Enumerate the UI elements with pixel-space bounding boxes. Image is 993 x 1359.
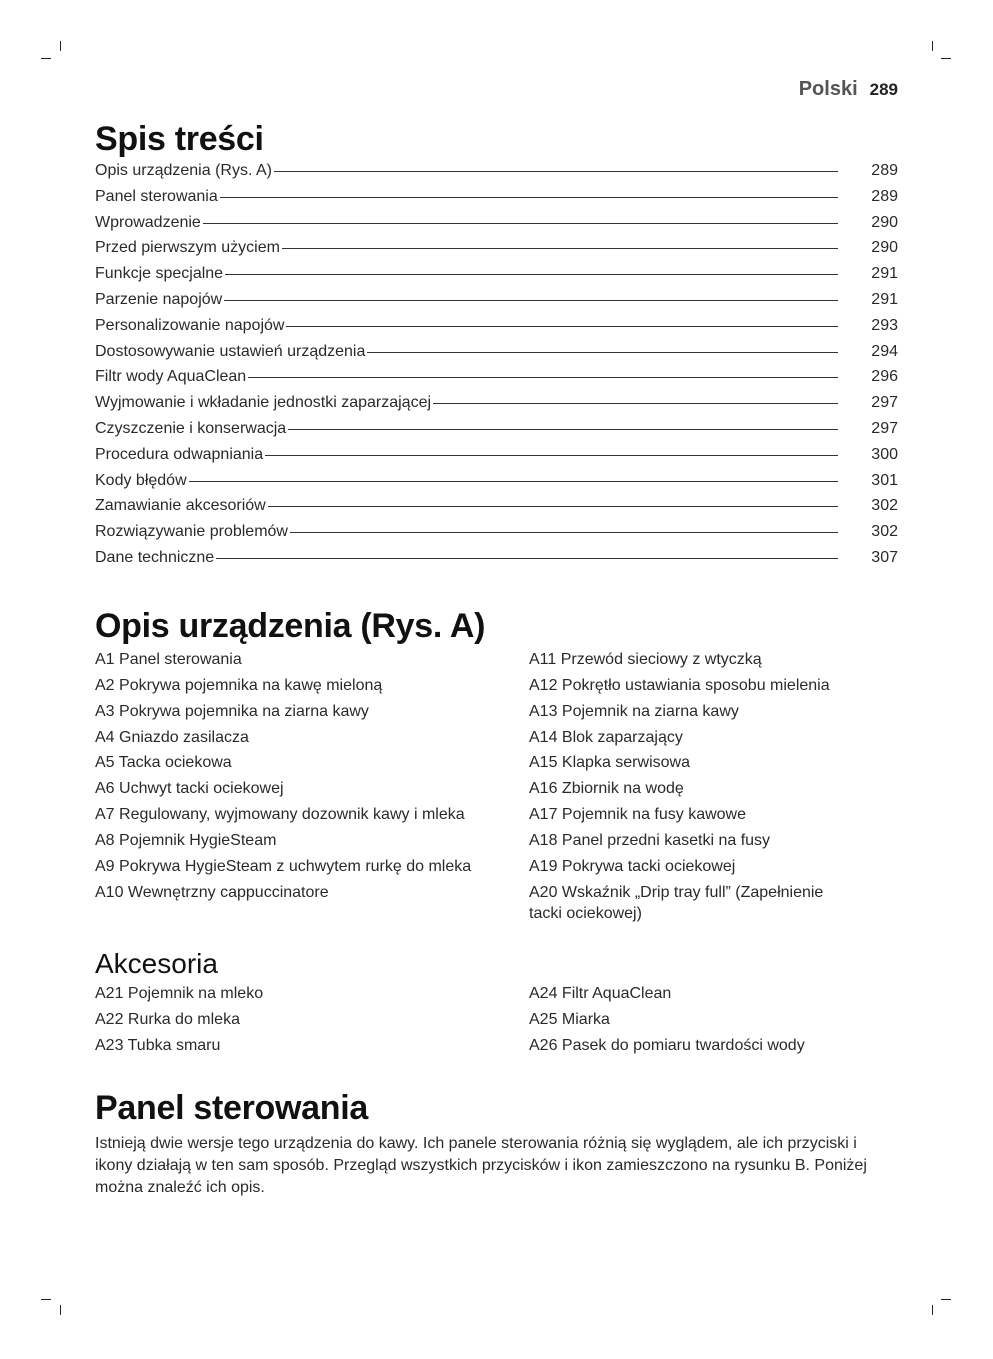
toc-leader xyxy=(248,377,838,378)
toc-entry[interactable] xyxy=(95,239,898,265)
toc-entry-page: 291 xyxy=(871,265,898,283)
accessories-right-column xyxy=(529,981,898,1059)
toc-leader xyxy=(225,274,838,275)
list-item: A25 Miarka xyxy=(529,1011,610,1029)
toc-leader xyxy=(220,197,838,198)
toc-entry[interactable] xyxy=(95,497,898,523)
description-title: Opis urządzenia (Rys. A) xyxy=(95,606,486,645)
toc-entry-label: Panel sterowania xyxy=(95,187,218,205)
crop-mark xyxy=(932,41,933,51)
list-item: A11 Przewód sieciowy z wtyczką xyxy=(529,650,762,668)
toc-entry[interactable] xyxy=(95,214,898,240)
toc-entry-page: 294 xyxy=(871,342,898,360)
crop-mark xyxy=(41,1299,51,1300)
list-item: A15 Klapka serwisowa xyxy=(529,754,690,772)
list-item: A19 Pokrywa tacki ociekowej xyxy=(529,857,736,875)
crop-mark xyxy=(60,41,61,51)
toc-entry[interactable] xyxy=(95,394,898,420)
list-item: A13 Pojemnik na ziarna kawy xyxy=(529,702,739,720)
toc-leader xyxy=(274,171,838,172)
accessories-left-column xyxy=(95,981,529,1059)
list-item: A22 Rurka do mleka xyxy=(95,1011,240,1029)
list-item: A5 Tacka ociekowa xyxy=(95,754,232,772)
list-item: A20 Wskaźnik „Drip tray full” (Zapełnienie tacki ociekowej) xyxy=(529,883,824,923)
toc-entry[interactable] xyxy=(95,291,898,317)
crop-mark xyxy=(60,1305,61,1315)
toc-entry[interactable] xyxy=(95,420,898,446)
list-item: A8 Pojemnik HygieSteam xyxy=(95,832,277,850)
toc-leader xyxy=(224,300,838,301)
list-item: A16 Zbiornik na wodę xyxy=(529,780,684,798)
device-description xyxy=(95,605,898,927)
crop-mark xyxy=(941,1299,951,1300)
list-item: A24 Filtr AquaClean xyxy=(529,985,672,1003)
toc-entry-page: 297 xyxy=(871,419,898,437)
accessories-title: Akcesoria xyxy=(95,948,218,979)
list-item: A12 Pokrętło ustawiania sposobu mielenia xyxy=(529,676,830,694)
toc-entry-label: Funkcje specjalne xyxy=(95,265,224,283)
toc-entry-label: Dane techniczne xyxy=(95,548,215,566)
toc-entry[interactable] xyxy=(95,317,898,343)
toc-entry-page: 296 xyxy=(871,368,898,386)
list-item: A18 Panel przedni kasetki na fusy xyxy=(529,832,771,850)
toc-leader xyxy=(433,403,838,404)
toc-leader xyxy=(189,481,838,482)
toc-entry-label: Czyszczenie i konserwacja xyxy=(95,419,287,437)
toc-leader xyxy=(288,429,838,430)
toc-entry-page: 297 xyxy=(871,394,898,412)
toc-leader xyxy=(216,558,838,559)
toc-entry-page: 300 xyxy=(871,445,898,463)
toc-leader xyxy=(265,455,838,456)
list-item: A2 Pokrywa pojemnika na kawę mieloną xyxy=(95,676,383,694)
page-header xyxy=(799,78,898,101)
toc-entry-label: Procedura odwapniania xyxy=(95,445,264,463)
list-item: A9 Pokrywa HygieSteam z uchwytem rurkę do mleka xyxy=(95,857,472,875)
toc-entry-page: 290 xyxy=(871,239,898,257)
toc-title: Spis treści xyxy=(95,120,264,158)
toc-entry-label: Wprowadzenie xyxy=(95,213,201,231)
toc-leader xyxy=(290,532,838,533)
toc-entry-label: Przed pierwszym użyciem xyxy=(95,239,280,257)
list-item: A14 Blok zaparzający xyxy=(529,728,683,746)
control-panel-section xyxy=(95,1087,898,1199)
toc-entry-label: Filtr wody AquaClean xyxy=(95,368,247,386)
toc-leader xyxy=(367,352,838,353)
toc-entry[interactable] xyxy=(95,549,898,575)
toc-entry-page: 302 xyxy=(871,497,898,515)
language-label: Polski xyxy=(798,78,858,100)
toc-entry[interactable] xyxy=(95,265,898,291)
toc-entry[interactable] xyxy=(95,472,898,498)
control-panel-text: Istnieją dwie wersje tego urządzenia do kawy. Ich panele sterowania różnią się wyglądem, ale ich przyciski i ikony działają w ten sam sposób. Przegląd wszystkich przycisków i ikon zamieszczono na rysunku B. Poniżej można znaleźć ich opis. xyxy=(95,1134,867,1196)
toc-entry[interactable] xyxy=(95,188,898,214)
toc-entry-label: Wyjmowanie i wkładanie jednostki zaparzającej xyxy=(95,394,432,412)
toc-entry-label: Rozwiązywanie problemów xyxy=(95,523,288,541)
toc-entry-page: 289 xyxy=(871,162,898,179)
toc-entry-page: 293 xyxy=(871,316,898,334)
list-item: A4 Gniazdo zasilacza xyxy=(95,728,249,746)
toc-entry-page: 289 xyxy=(871,187,898,205)
toc-leader xyxy=(282,248,838,249)
accessories-section xyxy=(95,947,898,1059)
toc-entry-page: 290 xyxy=(871,213,898,231)
toc-entry-label: Zamawianie akcesoriów xyxy=(95,497,266,515)
toc-entry-page: 301 xyxy=(871,471,898,489)
toc-leader xyxy=(203,223,838,224)
crop-mark xyxy=(941,58,951,59)
toc-list xyxy=(95,162,898,575)
toc-leader xyxy=(268,506,838,507)
toc-entry[interactable] xyxy=(95,446,898,472)
toc-entry[interactable] xyxy=(95,523,898,549)
list-item: A26 Pasek do pomiaru twardości wody xyxy=(529,1036,805,1054)
table-of-contents xyxy=(95,118,898,575)
toc-entry-label: Opis urządzenia (Rys. A) xyxy=(95,162,272,179)
toc-entry-label: Parzenie napojów xyxy=(95,290,223,308)
list-item: A17 Pojemnik na fusy kawowe xyxy=(529,806,746,824)
toc-entry-page: 302 xyxy=(871,523,898,541)
list-item: A6 Uchwyt tacki ociekowej xyxy=(95,780,284,798)
toc-entry-page: 307 xyxy=(871,548,898,566)
toc-leader xyxy=(286,326,838,327)
crop-mark xyxy=(41,58,51,59)
toc-entry[interactable] xyxy=(95,368,898,394)
toc-entry-label: Dostosowywanie ustawień urządzenia xyxy=(95,342,366,360)
toc-entry-label: Kody błędów xyxy=(95,471,187,489)
list-item: A23 Tubka smaru xyxy=(95,1036,221,1054)
crop-mark xyxy=(932,1305,933,1315)
list-item: A21 Pojemnik na mleko xyxy=(95,985,264,1003)
toc-entry-label: Personalizowanie napojów xyxy=(95,316,285,334)
control-panel-title: Panel sterowania xyxy=(95,1088,368,1127)
list-item: A10 Wewnętrzny cappuccinatore xyxy=(95,883,329,901)
description-right-column xyxy=(529,647,898,927)
toc-entry-page: 291 xyxy=(871,290,898,308)
list-item: A1 Panel sterowania xyxy=(95,650,242,668)
list-item: A7 Regulowany, wyjmowany dozownik kawy i mleka xyxy=(95,806,465,824)
toc-entry[interactable] xyxy=(95,343,898,369)
toc-entry[interactable] xyxy=(95,162,898,188)
description-left-column xyxy=(95,647,529,927)
page-number: 289 xyxy=(869,80,898,99)
page-content xyxy=(95,118,898,1199)
list-item: A3 Pokrywa pojemnika na ziarna kawy xyxy=(95,702,369,720)
